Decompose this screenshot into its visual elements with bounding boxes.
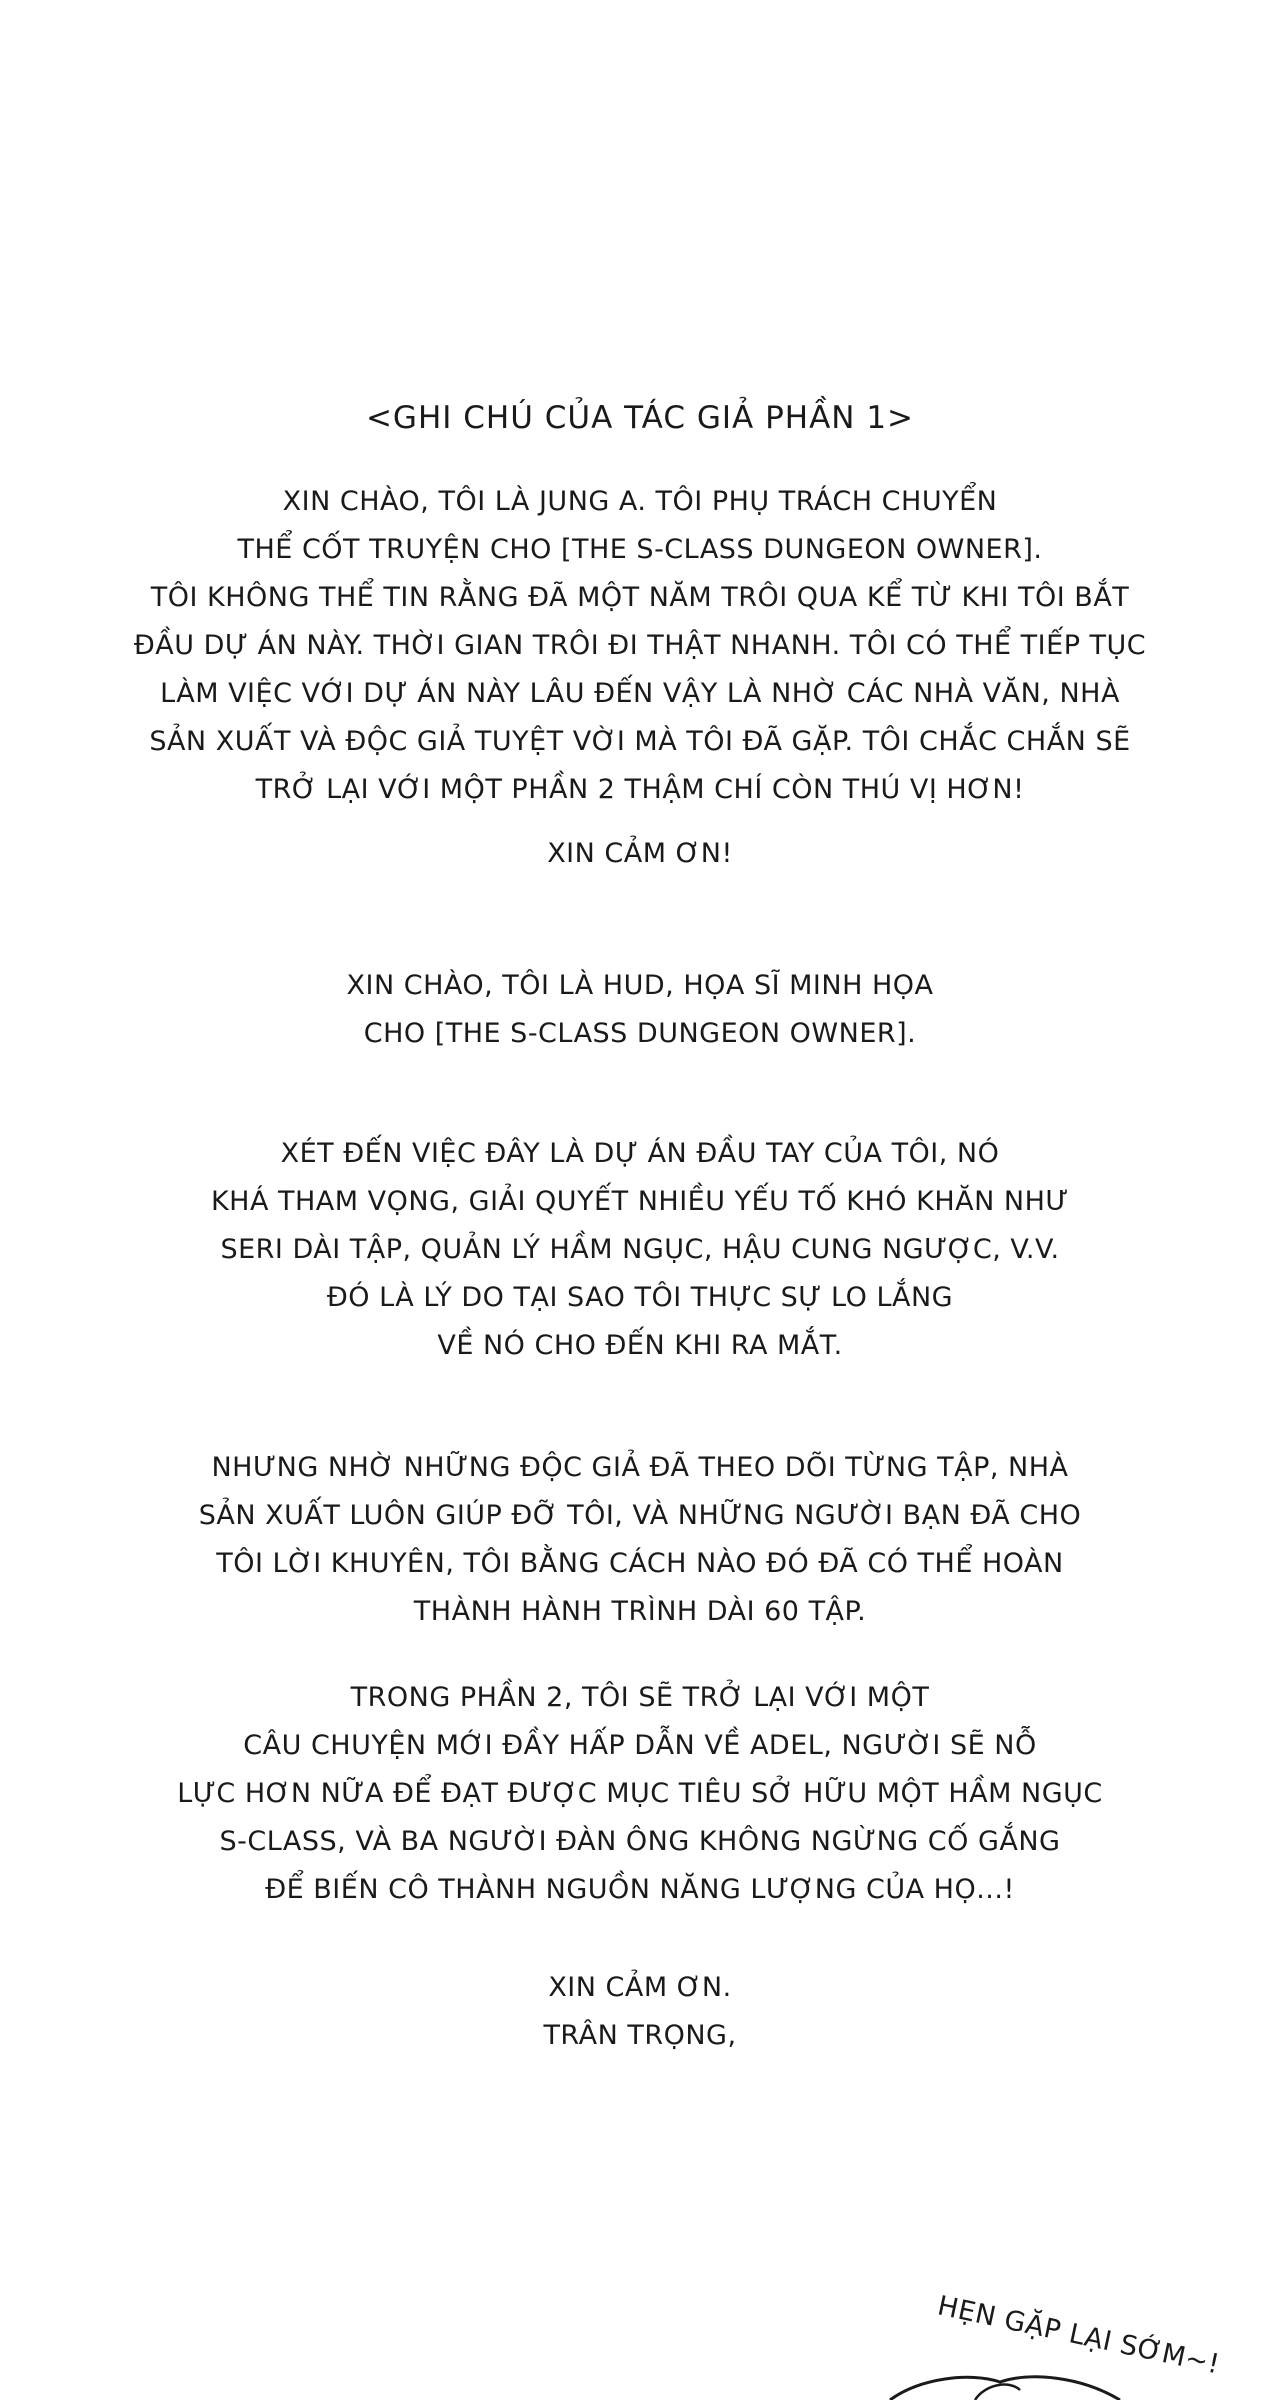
text-line: CÂU CHUYỆN MỚI ĐẦY HẤP DẪN VỀ ADEL, NGƯỜI SẼ NỖ xyxy=(243,1730,1037,1761)
note2-paragraph-2 xyxy=(0,1444,1280,1636)
text-line: ĐẦU DỰ ÁN NÀY. THỜI GIAN TRÔI ĐI THẬT NHANH. TÔI CÓ THỂ TIẾP TỤC xyxy=(133,630,1147,661)
note2-closing xyxy=(0,1964,1280,2060)
text-line: SẢN XUẤT VÀ ĐỘC GIẢ TUYỆT VỜI MÀ TÔI ĐÃ GẶP. TÔI CHẮC CHẮN SẼ xyxy=(149,726,1131,757)
text-line: SẢN XUẤT LUÔN GIÚP ĐỠ TÔI, VÀ NHỮNG NGƯỜI BẠN ĐÃ CHO xyxy=(198,1500,1082,1531)
text-line: S-CLASS, VÀ BA NGƯỜI ĐÀN ÔNG KHÔNG NGỪNG CỐ GẮNG xyxy=(219,1826,1061,1857)
text-line: LỰC HƠN NỮA ĐỂ ĐẠT ĐƯỢC MỤC TIÊU SỞ HỮU MỘT HẦM NGỤC xyxy=(177,1778,1103,1809)
text-line: THÀNH HÀNH TRÌNH DÀI 60 TẬP. xyxy=(413,1596,867,1627)
note2-paragraph-3 xyxy=(0,1674,1280,1914)
text-line: TRONG PHẦN 2, TÔI SẼ TRỞ LẠI VỚI MỘT xyxy=(350,1682,930,1713)
text-line: LÀM VIỆC VỚI DỰ ÁN NÀY LÂU ĐẾN VẬY LÀ NHỜ CÁC NHÀ VĂN, NHÀ xyxy=(160,678,1120,709)
text-line: THỂ CỐT TRUYỆN CHO [THE S-CLASS DUNGEON OWNER]. xyxy=(237,534,1043,565)
text-line: VỀ NÓ CHO ĐẾN KHI RA MẮT. xyxy=(437,1330,843,1361)
text-line: XIN CẢM ƠN! xyxy=(547,838,733,869)
text-line: XIN CHÀO, TÔI LÀ HUD, HỌA SĨ MINH HỌA xyxy=(346,970,934,1001)
page-title: <GHI CHÚ CỦA TÁC GIẢ PHẦN 1> xyxy=(365,400,915,436)
note2-paragraph-1 xyxy=(0,1130,1280,1370)
text-line: ĐỂ BIẾN CÔ THÀNH NGUỒN NĂNG LƯỢNG CỦA HỌ...! xyxy=(265,1874,1015,1905)
doodle-illustration xyxy=(880,2370,1140,2400)
text-line: TRỞ LẠI VỚI MỘT PHẦN 2 THẬM CHÍ CÒN THÚ VỊ HƠN! xyxy=(255,774,1025,805)
text-line: CHO [THE S-CLASS DUNGEON OWNER]. xyxy=(363,1018,917,1049)
text-line: TRÂN TRỌNG, xyxy=(543,2020,737,2051)
text-line: TÔI KHÔNG THỂ TIN RẰNG ĐÃ MỘT NĂM TRÔI QUA KỂ TỪ KHI TÔI BẮT xyxy=(150,582,1130,613)
text-line: XIN CẢM ƠN. xyxy=(548,1972,732,2003)
text-line: XÉT ĐẾN VIỆC ĐÂY LÀ DỰ ÁN ĐẦU TAY CỦA TÔI, NÓ xyxy=(280,1138,1000,1169)
text-line: SERI DÀI TẬP, QUẢN LÝ HẦM NGỤC, HẬU CUNG NGƯỢC, V.V. xyxy=(220,1234,1060,1265)
note1-body xyxy=(0,478,1280,814)
text-line: XIN CHÀO, TÔI LÀ JUNG A. TÔI PHỤ TRÁCH CHUYỂN xyxy=(282,486,998,517)
text-line: ĐÓ LÀ LÝ DO TẠI SAO TÔI THỰC SỰ LO LẮNG xyxy=(326,1282,954,1313)
signoff-text: HẸN GẶP LẠI SỚM~! xyxy=(934,2290,1222,2381)
text-line: KHÁ THAM VỌNG, GIẢI QUYẾT NHIỀU YẾU TỐ KHÓ KHĂN NHƯ xyxy=(210,1186,1070,1217)
text-line: TÔI LỜI KHUYÊN, TÔI BẰNG CÁCH NÀO ĐÓ ĐÃ CÓ THỂ HOÀN xyxy=(216,1548,1064,1579)
text-line: NHƯNG NHỜ NHỮNG ĐỘC GIẢ ĐÃ THEO DÕI TỪNG TẬP, NHÀ xyxy=(211,1452,1069,1483)
note1-thanks xyxy=(0,830,1280,878)
note2-intro xyxy=(0,962,1280,1058)
